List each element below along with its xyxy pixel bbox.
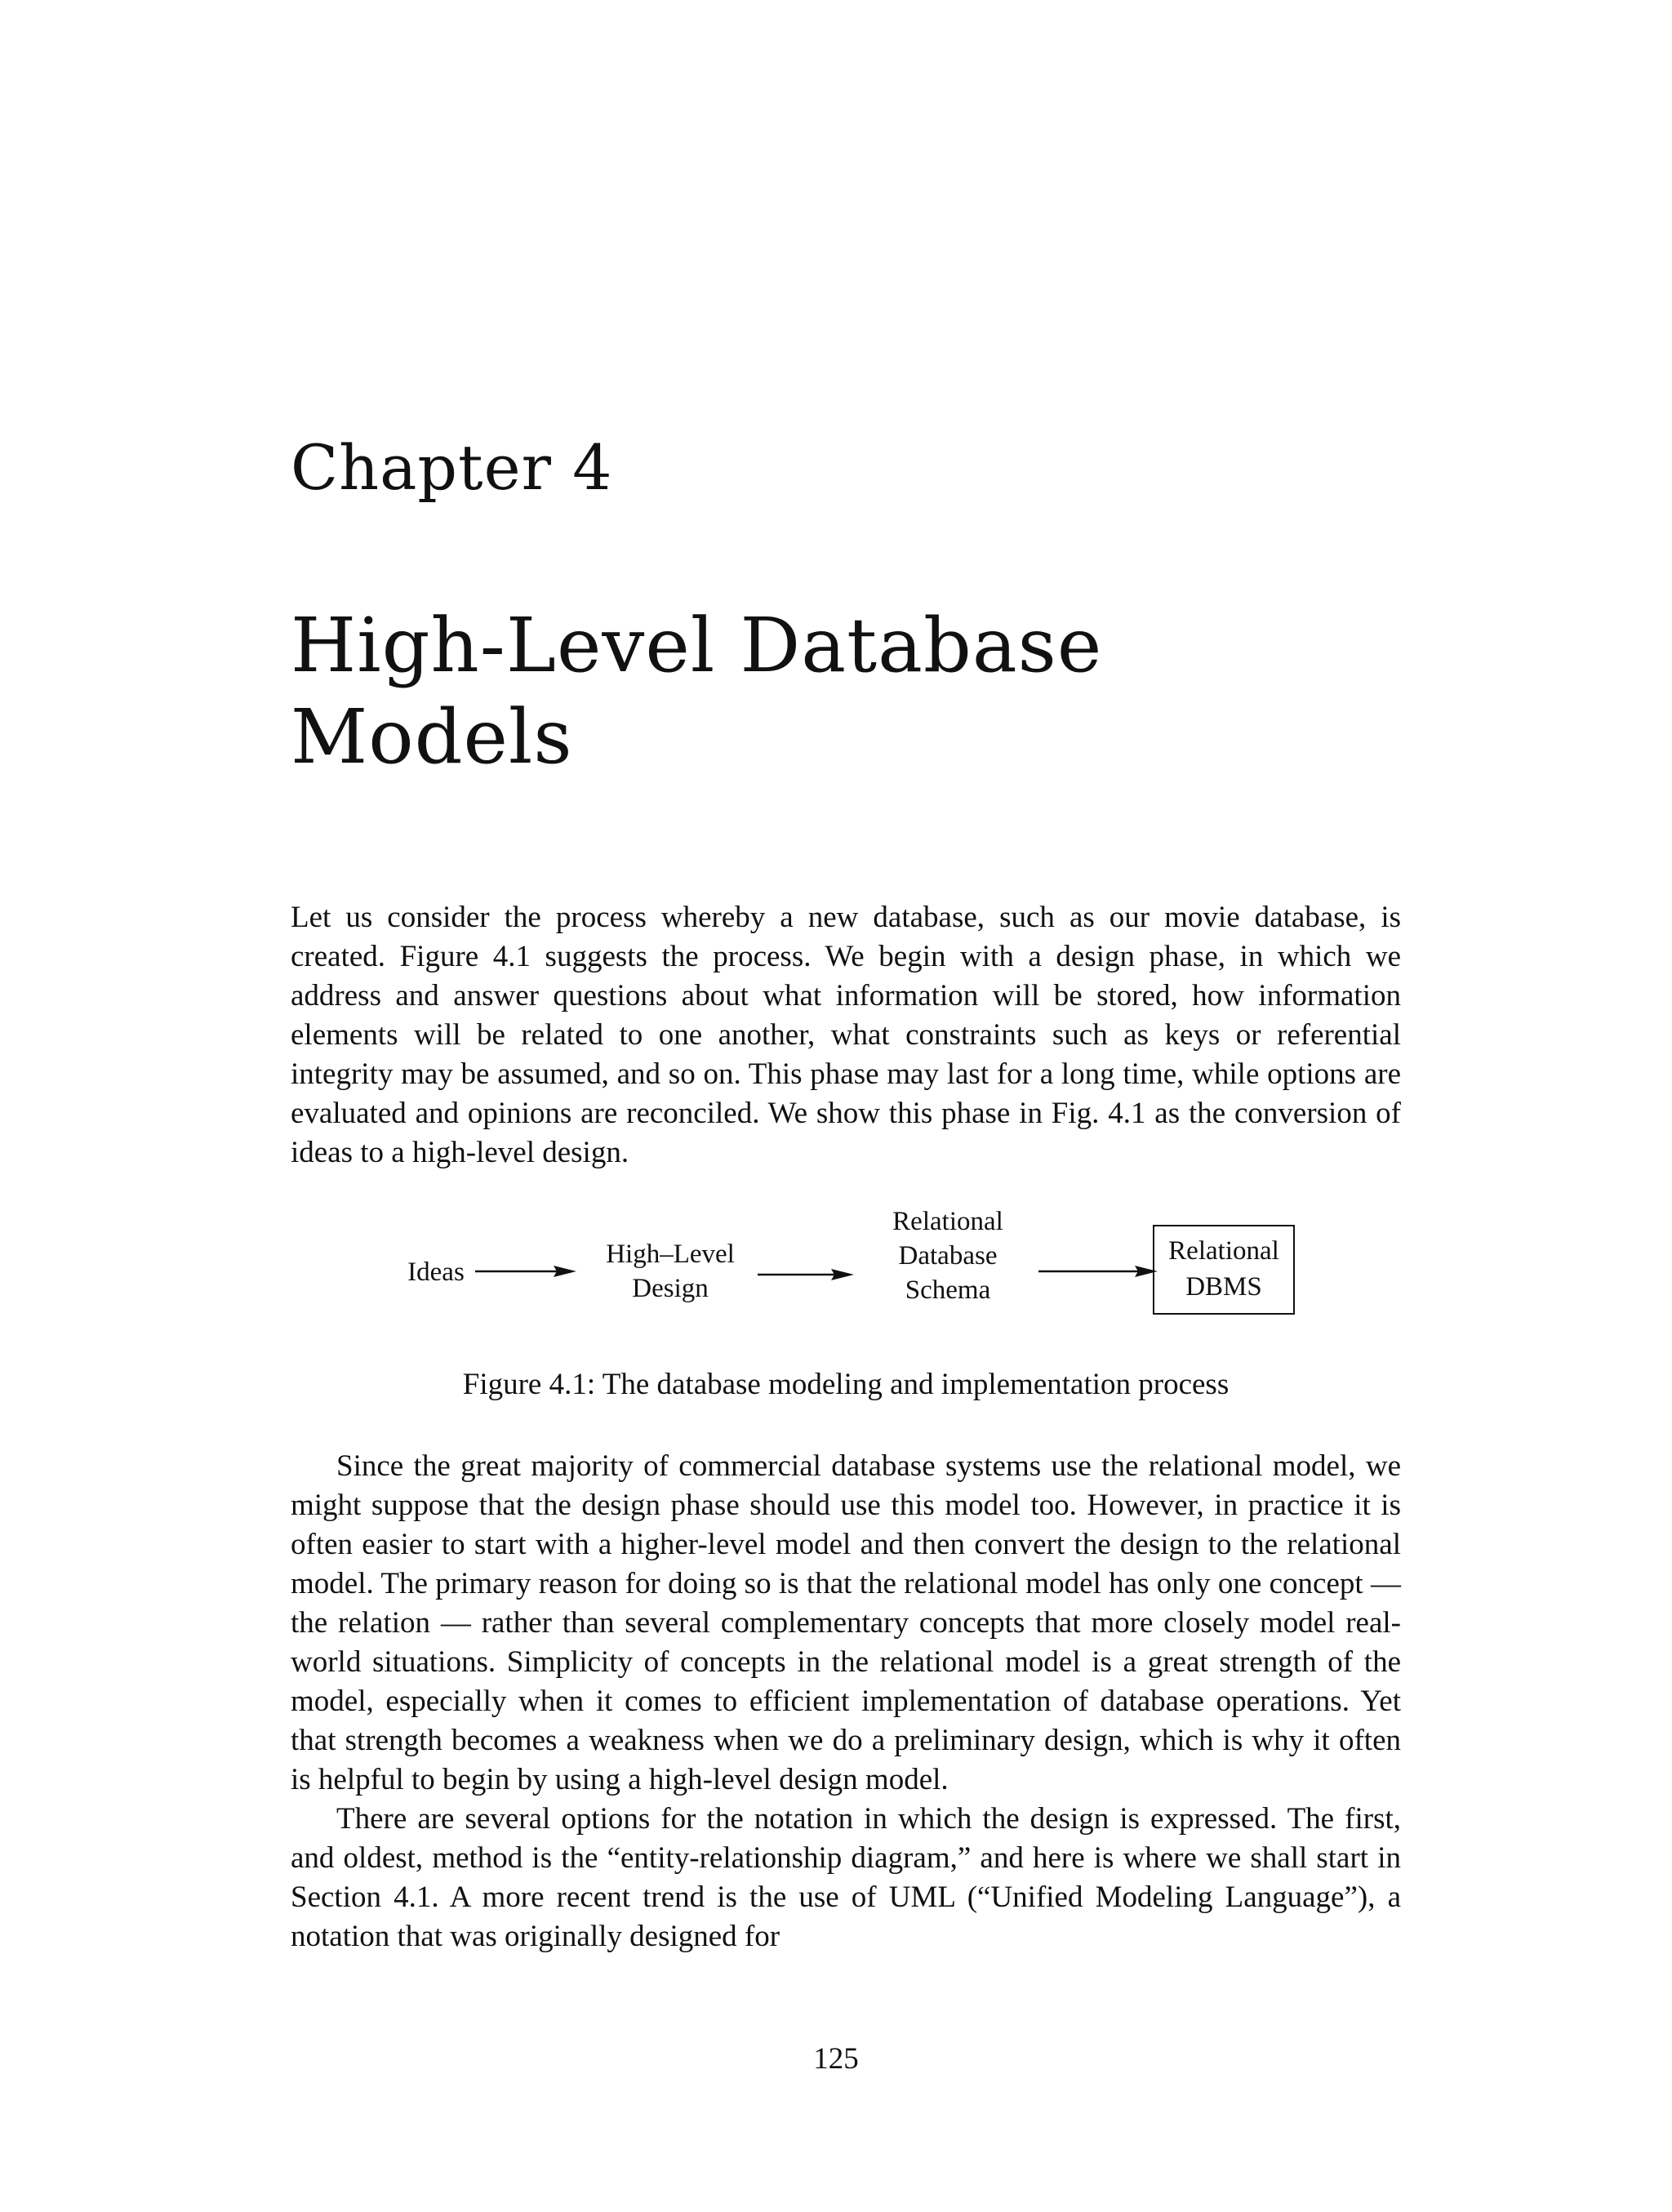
node-high-level-design-line-2: Design	[632, 1274, 709, 1303]
node-schema-line-3: Schema	[905, 1275, 991, 1305]
node-high-level-design-line-1: High–Level	[606, 1240, 735, 1269]
chapter-label: Chapter 4	[291, 431, 613, 504]
chapter-title	[291, 600, 1434, 783]
paragraph-notation-options: There are several options for the notation in which the design is expressed. The first, and oldest, method is the “entity-relationship diagram,” and here is where we shall start in Section 4.1. A more recent trend is the use of UML (“Unified Modeling Language”), a notation that was originally designed for	[291, 1802, 1401, 1953]
node-relational-dbms-box	[1153, 1225, 1295, 1315]
node-schema-line-1: Relational	[892, 1207, 1003, 1236]
node-dbms-line-2: DBMS	[1185, 1272, 1262, 1302]
figure-caption: Figure 4.1: The database modeling and implementation process	[462, 1368, 1230, 1401]
node-dbms-line-1: Relational	[1168, 1236, 1279, 1266]
page-number: 125	[813, 2042, 859, 2076]
node-ideas	[395, 1255, 477, 1289]
node-schema-line-2: Database	[898, 1241, 998, 1271]
arrowhead-ideas-to-design	[554, 1266, 576, 1277]
chapter-title-line-2: Models	[291, 693, 573, 781]
node-high-level-design	[593, 1237, 748, 1306]
paragraph-intro: Let us consider the process whereby a new database, such as our movie database, is created. Figure 4.1 suggests the process. We begin with a design phase, in which we address and answer questions about what information will be stored, how information elements will be related to one another, what constraints such as keys or referential integrity may be assumed, and so on. This phase may last for a long time, while options are evaluated and opinions are reconciled. We show this phase in Fig. 4.1 as the conversion of ideas to a high-level design.	[291, 901, 1401, 1169]
paragraph-relational-model: Since the great majority of commercial database systems use the relational model, we might suppose that the design phase should use this model too. However, in practice it is often easier to start with a higher-level model and then convert the design to the relational model. The primary reason for doing so is that the relational model has only one concept — the relation — rather than several complementary concepts that more closely model real-world situations. Simplicity of concepts in the relational model is a great strength of the model, especially when it comes to efficient implementation of database operations. Yet that strength becomes a weakness when we do a preliminary design, which is why it often is helpful to begin by using a high-level design model.	[291, 1449, 1401, 1796]
node-ideas-label: Ideas	[407, 1257, 465, 1287]
chapter-title-line-1: High-Level Database	[291, 602, 1103, 689]
figure-4-1-diagram	[291, 1204, 1401, 1449]
arrowhead-design-to-schema	[831, 1269, 854, 1280]
node-relational-schema	[870, 1204, 1025, 1307]
